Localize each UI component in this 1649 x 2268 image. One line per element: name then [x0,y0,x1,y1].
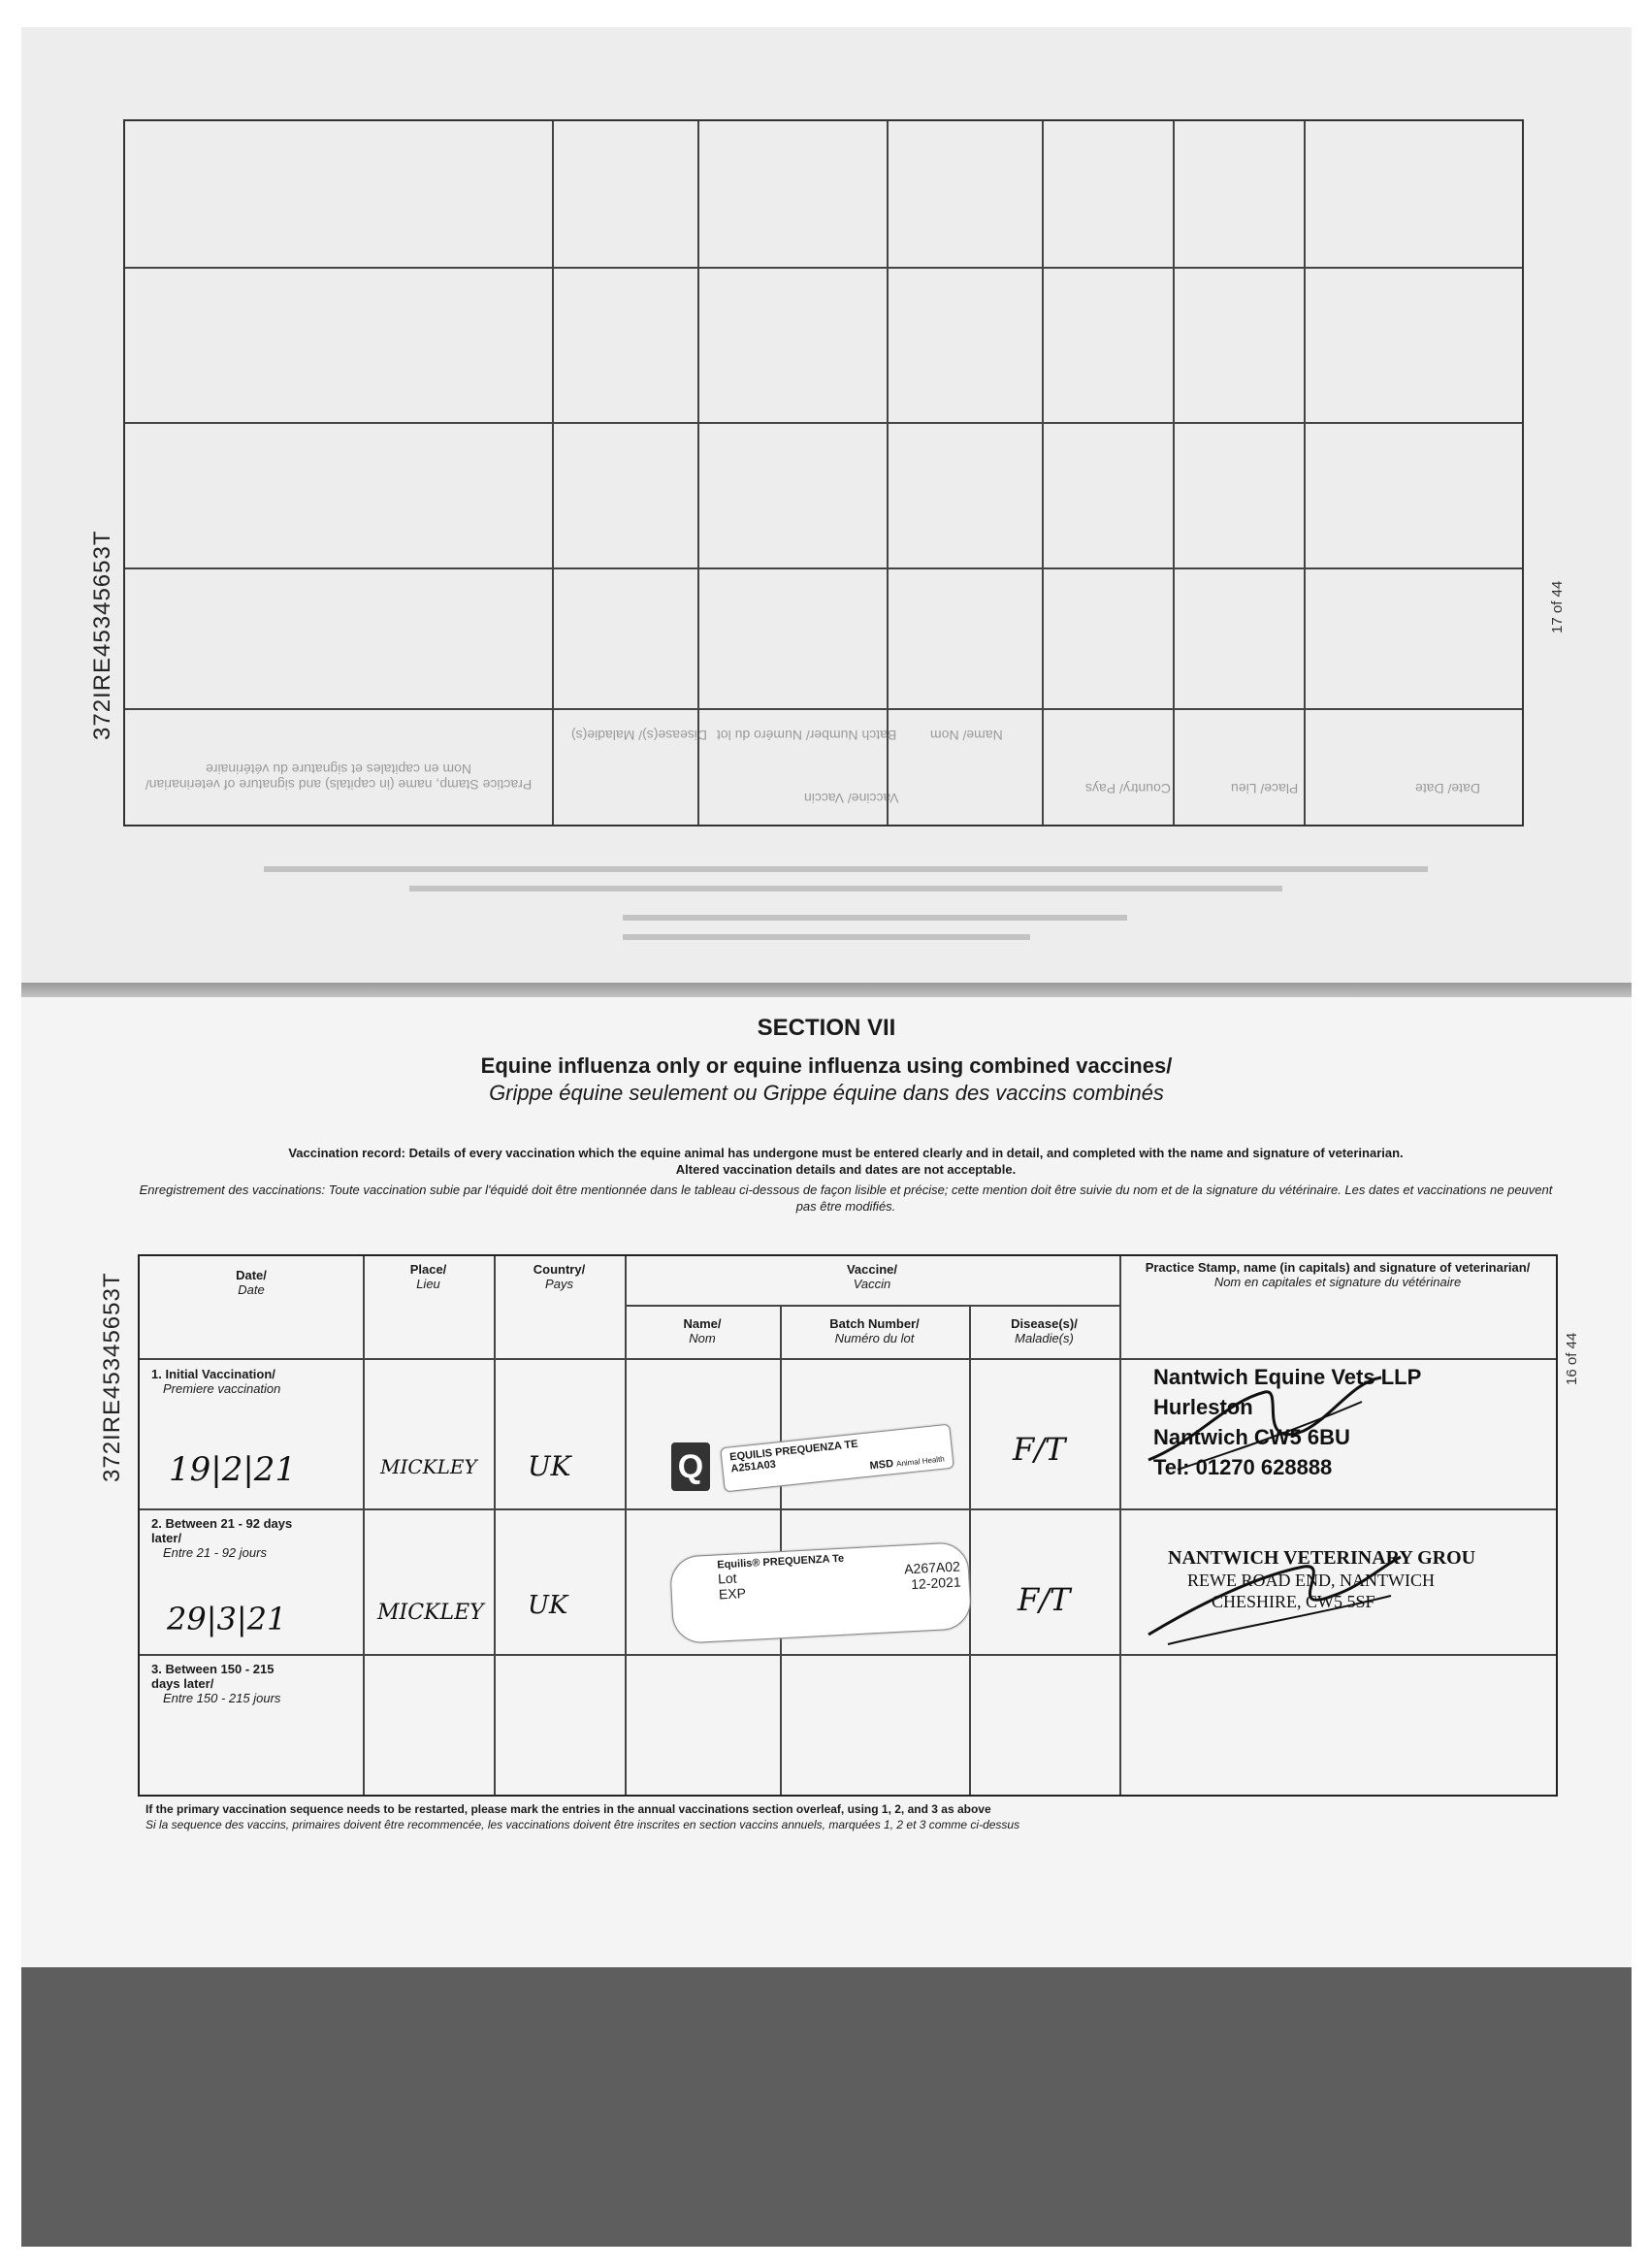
note-en-line1: Vaccination record: Details of every vaccination which the equine animal has undergone must be entered clearly and in detail, and completed with the name and signature of veterinarian. [288,1146,1404,1160]
stamp-2-line2: REWE ROAD END, NANTWICH [1187,1571,1435,1590]
sticker-lot-row: Lot A267A02 [717,1558,961,1587]
header-vaccine: Vaccine/ Vaccin [846,1262,898,1291]
vet-signature-1 [1139,1363,1391,1489]
table-divider [1304,121,1306,825]
country-entry-1: UK [528,1450,571,1482]
stamp-1-line2: Hurleston [1153,1395,1253,1419]
vet-signature-2 [1139,1538,1410,1654]
header-country: Country/ Pays [533,1262,586,1291]
disease-entry-2: F/T [1018,1581,1071,1618]
header-date: Date/ Date [236,1268,267,1297]
vaccine-sticker-1 [720,1424,954,1493]
place-entry-1: MICKLEY [380,1455,477,1478]
table-divider [363,1256,365,1795]
note-en-line2: Altered vaccination details and dates are not acceptable. [675,1162,1017,1177]
sticker-product: EQUILIS PREQUENZA TE [728,1438,859,1464]
date-entry-2: 29|3|21 [167,1601,287,1637]
mirrored-header: Country/ Pays [1085,781,1171,796]
row-label-third: 3. Between 150 - 215 days later/ Entre 150 - 215 jours [151,1662,281,1705]
table-divider [1173,121,1175,825]
stamp-2-line3: CHESHIRE, CW5 5SF [1212,1592,1375,1611]
table-divider [140,1508,1556,1510]
mirrored-header: Date/ Date [1415,781,1480,796]
page-number-top: 17 of 44 [1549,580,1566,633]
table-divider [125,567,1522,569]
sticker-brand: MSD Animal Health [869,1454,946,1473]
table-divider [969,1305,971,1795]
footer-en: If the primary vaccination sequence needs to be restarted, please mark the entries in the annual vaccinations section overleaf, using 1, 2, and 3 as above [146,1802,991,1816]
mirrored-text-line [264,866,1428,872]
stamp-1-line4: Tel: 01270 628888 [1153,1455,1333,1479]
vaccine-sticker-2 [669,1541,972,1644]
scanner-background [21,1967,1632,2247]
vaccination-table [138,1254,1558,1797]
mirrored-header: Practice Stamp, name (in capitals) and signature of veterinarian/ Nom en capitales et signature du vétérinaire [145,761,533,793]
table-divider [1042,121,1044,825]
place-entry-2: MICKLEY [377,1601,484,1625]
stamp-1-line1: Nantwich Equine Vets LLP [1153,1365,1422,1389]
table-divider [125,708,1522,710]
footer-fr: Si la sequence des vaccins, primaires doivent être recommencée, les vaccinations doivent être inscrites en section vaccins annuels, marquées 1, 2 et 3 comme ci-dessus [146,1818,1020,1831]
page-number-bottom: 16 of 44 [1564,1332,1580,1385]
table-divider [125,422,1522,424]
header-diseases: Disease(s)/ Maladie(s) [1011,1316,1078,1345]
mirrored-header: Disease(s)/ Maladie(s) [571,728,708,743]
country-entry-2: UK [528,1591,568,1620]
note-fr: Enregistrement des vaccinations: Toute vaccination subie par l'équidé doit être mentionnée dans le tableau ci-dessous de façon lisible et précise; cette mention doit être suivie du nom et de la signature du vétérinaire. Les dates et vaccinations ne peuvent pas être modifiés. [139,1183,1553,1214]
mirrored-vaccination-table [123,119,1524,826]
header-vaccine-name: Name/ Nom [683,1316,722,1345]
table-divider [697,121,699,825]
table-divider [494,1256,496,1795]
section-subtitle-fr: Grippe équine seulement ou Grippe équine dans des vaccins combinés [489,1081,1164,1105]
scanned-passport [21,27,1632,2247]
header-place: Place/ Lieu [409,1262,447,1291]
stamp-2-line1: NANTWICH VETERINARY GROU [1168,1547,1476,1569]
mirrored-header: Name/ Nom [930,728,1003,743]
sticker-exp-row: EXP 12-2021 [718,1573,962,1603]
table-divider [140,1358,1556,1360]
table-divider [140,1654,1556,1656]
disease-entry-1: F/T [1013,1431,1066,1468]
table-divider [887,121,889,825]
section-title: SECTION VII [757,1015,896,1041]
stamp-1-line3: Nantwich CW5 6BU [1153,1425,1350,1449]
header-batch-number: Batch Number/ Numéro du lot [829,1316,920,1345]
table-divider [125,267,1522,269]
table-divider [625,1305,1119,1307]
mirrored-header: Place/ Lieu [1231,781,1299,796]
table-divider [780,1305,782,1795]
note-en [138,1145,1554,1178]
table-divider [1119,1256,1121,1795]
row-label-second: 2. Between 21 - 92 days later/ Entre 21 - 92 jours [151,1516,293,1560]
sticker-batch: A251A03 [729,1458,777,1475]
q-logo: Q [671,1442,710,1491]
mirrored-text-line [623,934,1030,940]
passport-id-bottom: 372IRE45345653T [99,1272,125,1482]
table-divider [552,121,554,825]
date-entry-1: 19|2|21 [169,1450,297,1489]
mirrored-text-line [623,915,1127,921]
mirrored-header: Batch Number/ Numéro du lot [717,728,897,743]
section-subtitle-en: Equine influenza only or equine influenza using combined vaccines/ [480,1053,1173,1078]
mirrored-header: Vaccine/ Vaccin [804,791,899,806]
row-label-initial: 1. Initial Vaccination/ Premiere vaccination [151,1367,281,1396]
previous-page [21,27,1632,983]
mirrored-text-line [409,886,1282,891]
header-practice-stamp: Practice Stamp, name (in capitals) and signature of veterinarian/ Nom en capitales et signature du vétérinaire [1145,1260,1531,1289]
sticker-product: Equilis® PREQUENZA Te [717,1552,845,1571]
passport-id-top: 372IRE45345653T [89,530,115,740]
